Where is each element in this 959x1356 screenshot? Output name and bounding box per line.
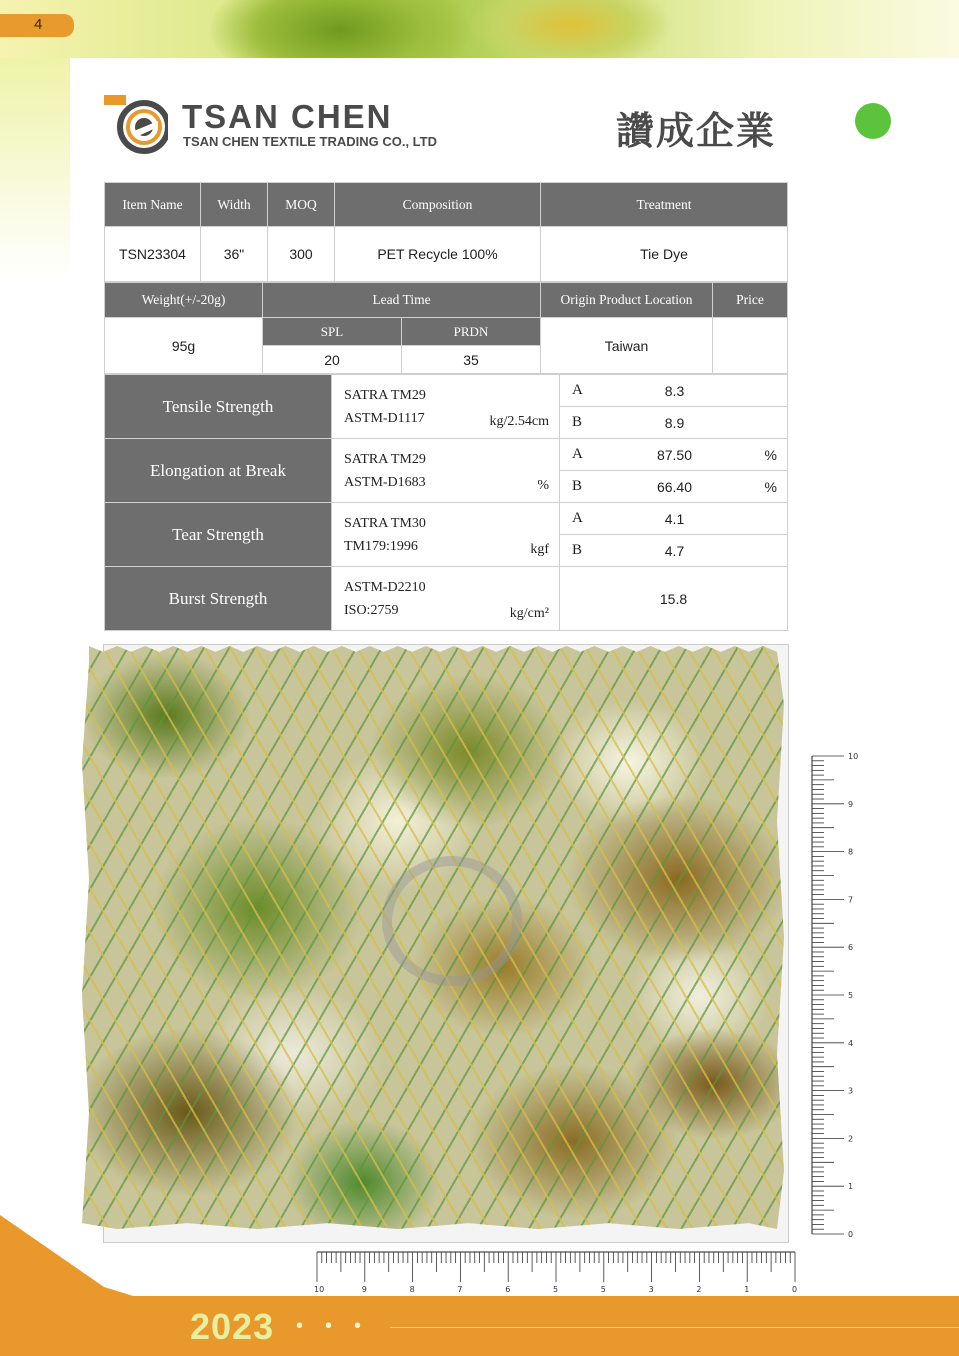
value-spl: 20 (263, 346, 402, 374)
test-method-tear (332, 503, 560, 567)
test-unit: % (537, 478, 549, 493)
result-value: 4.1 (610, 503, 740, 535)
footer-band (0, 1296, 959, 1356)
result-value: 15.8 (560, 567, 788, 631)
header-treatment: Treatment (541, 183, 788, 227)
green-dot-icon (855, 103, 891, 139)
ruler-label: 7 (457, 1285, 463, 1294)
banner-flower-graphic (470, 0, 670, 58)
test-name-burst: Burst Strength (105, 567, 332, 631)
header-moq: MOQ (268, 183, 335, 227)
footer-divider (390, 1327, 959, 1328)
footer-dots-decoration: ••• (296, 1315, 384, 1337)
result-suffix: % (740, 471, 788, 503)
tsan-chen-logo-icon (104, 95, 168, 155)
brand-name: TSAN CHEN (182, 98, 393, 135)
ruler-label: 0 (792, 1285, 798, 1294)
vertical-ruler (810, 750, 860, 1240)
value-item-name: TSN23304 (105, 227, 201, 282)
test-name-tensile: Tensile Strength (105, 375, 332, 439)
fabric-swatch-photo (82, 646, 784, 1229)
header-composition: Composition (335, 183, 541, 227)
header-spl: SPL (263, 318, 402, 346)
ruler-label: 8 (848, 847, 854, 857)
result-value: 8.9 (610, 407, 740, 439)
ruler-label: 1 (744, 1285, 750, 1294)
ruler-label: 5 (553, 1285, 559, 1294)
ruler-label: 7 (848, 895, 854, 905)
brand-company: TSAN CHEN TEXTILE TRADING CO., LTD (183, 134, 437, 149)
result-label: B (560, 407, 610, 439)
value-prdn: 35 (402, 346, 541, 374)
header-lead-time: Lead Time (263, 283, 541, 318)
test-name-elongation: Elongation at Break (105, 439, 332, 503)
method-line: ASTM-D1117 (344, 410, 425, 426)
result-suffix: % (740, 439, 788, 471)
ruler-label: 2 (848, 1134, 854, 1144)
ruler-label: 9 (361, 1285, 367, 1294)
page-number-tab (0, 14, 74, 37)
header-item-name: Item Name (105, 183, 201, 227)
method-line: SATRA TM29 (344, 387, 426, 403)
card-wash (0, 58, 70, 278)
ruler-label: 10 (848, 752, 859, 761)
method-line: ASTM-D1683 (344, 474, 426, 490)
top-banner (0, 0, 959, 58)
ruler-label: 6 (505, 1285, 511, 1294)
value-width: 36" (201, 227, 268, 282)
method-line: ISO:2759 (344, 602, 399, 618)
value-origin: Taiwan (541, 318, 713, 374)
method-line: SATRA TM30 (344, 515, 426, 531)
result-label: A (560, 503, 610, 535)
result-suffix (740, 503, 788, 535)
ruler-label: 0 (848, 1230, 854, 1239)
result-suffix (740, 375, 788, 407)
test-method-burst (332, 567, 560, 631)
test-method-tensile (332, 375, 560, 439)
watermark-logo (382, 856, 522, 986)
result-label: A (560, 439, 610, 471)
result-value: 66.40 (610, 471, 740, 503)
footer-year: 2023 (190, 1306, 275, 1347)
test-unit: kgf (530, 542, 549, 557)
horizontal-ruler (313, 1250, 799, 1296)
result-label: A (560, 375, 610, 407)
ruler-label: 2 (696, 1285, 702, 1294)
ruler-label: 5 (600, 1285, 606, 1294)
spec-table (104, 182, 787, 631)
result-value: 4.7 (610, 535, 740, 567)
value-composition: PET Recycle 100% (335, 227, 541, 282)
result-label: B (560, 471, 610, 503)
ruler-label: 10 (314, 1285, 325, 1294)
header-weight: Weight(+/-20g) (105, 283, 263, 318)
method-line: SATRA TM29 (344, 451, 426, 467)
banner-leaf-graphic (210, 0, 470, 58)
brand-chinese-name: 讚成企業 (616, 108, 777, 153)
header-price: Price (713, 283, 788, 318)
test-name-tear: Tear Strength (105, 503, 332, 567)
ruler-label: 3 (848, 1086, 854, 1096)
value-moq: 300 (268, 227, 335, 282)
result-value: 87.50 (610, 439, 740, 471)
test-unit: kg/cm² (509, 606, 549, 621)
method-line: TM179:1996 (344, 538, 418, 554)
header-origin: Origin Product Location (541, 283, 713, 318)
header-width: Width (201, 183, 268, 227)
ruler-label: 6 (848, 943, 854, 953)
ruler-label: 8 (409, 1285, 415, 1294)
value-treatment: Tie Dye (541, 227, 788, 282)
header-prdn: PRDN (402, 318, 541, 346)
ruler-label: 4 (848, 1038, 854, 1048)
ruler-label: 9 (848, 799, 854, 809)
ruler-label: 5 (848, 991, 854, 1000)
test-method-elongation (332, 439, 560, 503)
result-suffix (740, 535, 788, 567)
ruler-label: 1 (848, 1182, 854, 1192)
value-price (713, 318, 788, 374)
result-suffix (740, 407, 788, 439)
method-line: ASTM-D2210 (344, 579, 426, 595)
value-weight: 95g (105, 318, 263, 374)
page-number: 4 (34, 16, 43, 33)
test-unit: kg/2.54cm (489, 414, 549, 429)
result-value: 8.3 (610, 375, 740, 407)
result-label: B (560, 535, 610, 567)
ruler-label: 3 (648, 1285, 654, 1294)
